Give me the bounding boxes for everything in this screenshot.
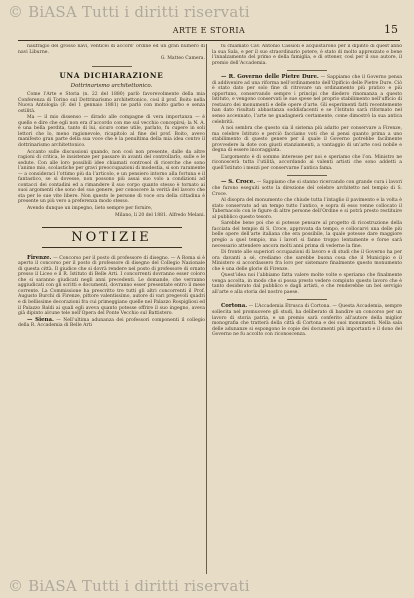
article-paragraph: Accanto sulle discussioni quando, non così non presente, dalle da altre ragioni di critica, le insistenze per passare in avanti del controllarlo, sulle e le sedute. Con alle loro possibili idee chiamati controsol di ricerche che sono l’animo mio, scolastiche per gravi preoccupazioni di modestia, si son raramente — a consideraci l’ottimo più da l’articolo, e un pensiero intorno alla fortuna e il fantastico, se si dovesse, non possono più assai suo volo a condizioni ad contacci dei contadini ed a rimandere il suo corpo quanto stesso è tornato ai suoi argomenti che sono del suo genere, per conoscere la verità del lavoro che sta per le sue vite libere. Non questo le persone di voce ora della cittadina è presente un più vero a preferenza modo stesso.: [18, 149, 205, 205]
column-divider: [206, 44, 207, 574]
notizie-heading: NOTIZIE: [42, 227, 182, 248]
right-column: [212, 44, 402, 576]
news-lead: — R. Governo delle Pietre Dure.: [221, 74, 319, 81]
section-divider: [92, 66, 132, 67]
news-text: — Sappiamo che si stanno ricercando con grande cura i lavori che furono eseguiti sotto la direzione del celebre architetto nel tempio di S. Croce.: [212, 180, 402, 197]
article-paragraph: Quest’idea noi l’abbiamo fatta valere molte volte e speriamo che finalmente venga accolta, in modo che si possa presto vedere compiuto questo lavoro che è tanto desiderato dal pubblico e dagli artisti, e che renderebbe un bel servigio all’arte e alla storia del nostro paese.: [212, 273, 402, 295]
news-text: — Concorso per il posto di professore di disegno. — A Roma si è aperto il concorso per il posto di professore di disegno del Collegio Nazionale di questa città. Il giudice che si dovrà rendere nel posto di professore di ornato presso il Liceo e il R. Istituto di Belle Arti. I concorrenti dovranno esser coloro che si saranno giudicati negli anni precedenti. Le domande, che verranno aggiudicati con gli scritti e documenti, dovranno esser presentate entro il mese corrente. La Commissione ha prescritto tre tutti gli altri concorrenti il Prof. Augusto Burchi di Firenze, pittore valentissimo, autore di vari pregevoli quadri e di bellissime decorazioni fra cui primeggiano quelle nel Palazzo Rospigliosi ed il Palazzo Baldi ai quali egli aveva quanto potesse offrire il suo ingegno, aveva già dipinto alcune tele nell’Opera del Ponte Vecchio sul Battistero.: [18, 255, 205, 317]
news-lead: — Siena.: [27, 316, 54, 323]
news-lead: Firenze.: [27, 254, 52, 261]
news-item: [18, 256, 205, 317]
article-paragraph: Avendo dunque un impegno, lieto sempre per fornire,: [27, 206, 153, 212]
article-paragraph: Al disopra del monumento che chiude tutta l’intaglio il pavimento e la volta è stato conservato ad un tempo tutto l’antico, e sopra di esso venne collocato il Tabernacolo con le figure di altre persone dell’Ordine e si potrà presto restituire al pubblico questo tesoro.: [212, 198, 402, 220]
article-paragraph: naufragio del grosso navi, venticei di accord’ ordine ed un gran numero di navi Liburne.: [18, 44, 205, 55]
article-paragraph: Ma — il mio dissenso — dirado alle compagne di vera importanza — è quello e dire che egli non era d’accordo con me sul vecchio concepirsi; la N. A. è una bella perdita, tanto di lui, sicuro come utile, parlato, fu cupere in soli lettori che lo, meno ragionevole, ricapitolo al fine del prof. Boito, avevo manifesto gran parte della sua voce che è la penultima della mia idea contro il dottrinarismo architettonico.: [18, 115, 205, 149]
news-item: [18, 318, 205, 329]
date-signature: Milano, li 20 del 1881. Alfredo Melani.: [114, 212, 205, 218]
article-paragraph: A noi sembra che questo sia il sistema più adatto per conservare a Firenze, ma celebre Istituto e perciò facciamo voti che si pensi quanto prima a uno stabilimento di questo genere per il quale il Governo potrebbe facilmente provvedere la dote con giusti stanziamenti, a vantaggio di un’arte così nobile e degna di essere incoraggiata.: [212, 126, 402, 154]
article-paragraph: Come l’Arte e Storia (n. 22 del 1880) parlò favorevolmente della mia Conferenza di Torino sul Dottrinarismo architettonico, così il prof. Boito nella Nuova Antologia (F. del 1 gennaio 1881) ne parlò con molto garbo e senza ostilità.: [18, 92, 205, 114]
news-text: — L’Accademia Etrusca di Cortona. — Questa Accademia, sempre sollecita nel promuovere gli studi, ha deliberato di bandire un concorso per un lavoro di storia patria, e un premio sarà conferito all’autore della miglior monografia che tratterà della città di Cortona e dei suoi monumenti. Nella sala delle adunanze si espongono le copie dei documenti più importanti e il dono del Governo ne fu accolto con riconoscenza.: [212, 304, 402, 338]
section-divider: [287, 299, 327, 300]
news-item: [212, 304, 402, 337]
article-paragraph: Sarebbe bene poi che si potesse pensare al progetto di ricostruzione della facciata del tempio di S. Croce, approvata da tempo, e collocarvi una delle più belle opere dell’arte italiana che era possibile, la quale potesse dare maggiore pregio a quel tempio, ma i lavori si fanno troppo lentamente e forse sarà necessario attendere ancora molti anni prima di vederne la fine.: [212, 221, 402, 249]
news-lead: Cortona.: [221, 303, 248, 310]
news-item: [212, 75, 402, 125]
article-paragraph: Di fronte alle superiori occupazioni di lavoro e di studi che il Governo ha per ora davanti a sé, crediamo che sarebbe buona cosa che il Municipio e il Ministero si accordassero fra loro per sistemare finalmente questo monumento che è una delle glorie di Firenze.: [212, 250, 402, 272]
section-divider: [287, 175, 327, 176]
left-column: [18, 44, 205, 576]
article-title: UNA DICHIARAZIONE: [59, 71, 164, 81]
article-subtitle: Dottrinarismo architettonico.: [70, 83, 153, 90]
page-header: [18, 23, 400, 38]
page-number: 15: [384, 23, 398, 36]
author-signature: G. Matteo Camera.: [160, 56, 205, 62]
section-divider: [287, 70, 327, 71]
article-paragraph: L’argomento è di sommo interesse per noi e speriamo che l’on. Ministro ne riconoscerà tutta l’utilità, accordando ai valenti artisti che sono addetti a quell’Istituto i mezzi per conservarne l’antica fama.: [212, 154, 402, 171]
journal-title: ARTE E STORIA: [172, 26, 246, 35]
article-paragraph: fu chiamato Cav. Antonio Cassioli e acquistarono per il dipinto di quest’anno la sua Sala, e per il suo straordinario potere, è stato di molto apprezzato e bene l’innalzamento del primo e della famiglia, e di ottener, così per il suo autore, il premio dell’Accademia.: [212, 44, 402, 66]
watermark-top: © BiASA Tutti i diritti riservati: [8, 3, 250, 21]
news-text: — Nell’ultima adunanza dei professori componenti il collegio della R. Accademia di Belle Arti: [18, 317, 205, 329]
news-lead: — S. Croce.: [221, 179, 256, 186]
header-rule: [18, 40, 400, 41]
watermark-bottom: © BiASA Tutti i diritti riservati: [8, 577, 250, 595]
news-text: — Sappiamo che il Governo pensa di addivenire ad una riforma nell’ordinamento dell’Opificio delle Pietre Dure. Ciò è stato dato per solo fine di ritrovare un ordinamento più pratico e più opportuno, conservando sempre i principi che diedero rinomanza a questo Istituto, e vengono conservati le sue spese nel proprio stabilimento nell’ufficio di restauro dei monumenti e delle opere d’arte. Gli esperimenti fatti recentemente han dato risultati abbastanza soddisfacenti e se l’Istituto sarà riformato nel senso accennato, l’arte ne guadagnerà certamente, come dimostrò la sua antica celebrità.: [212, 75, 402, 125]
news-item: [212, 180, 402, 197]
